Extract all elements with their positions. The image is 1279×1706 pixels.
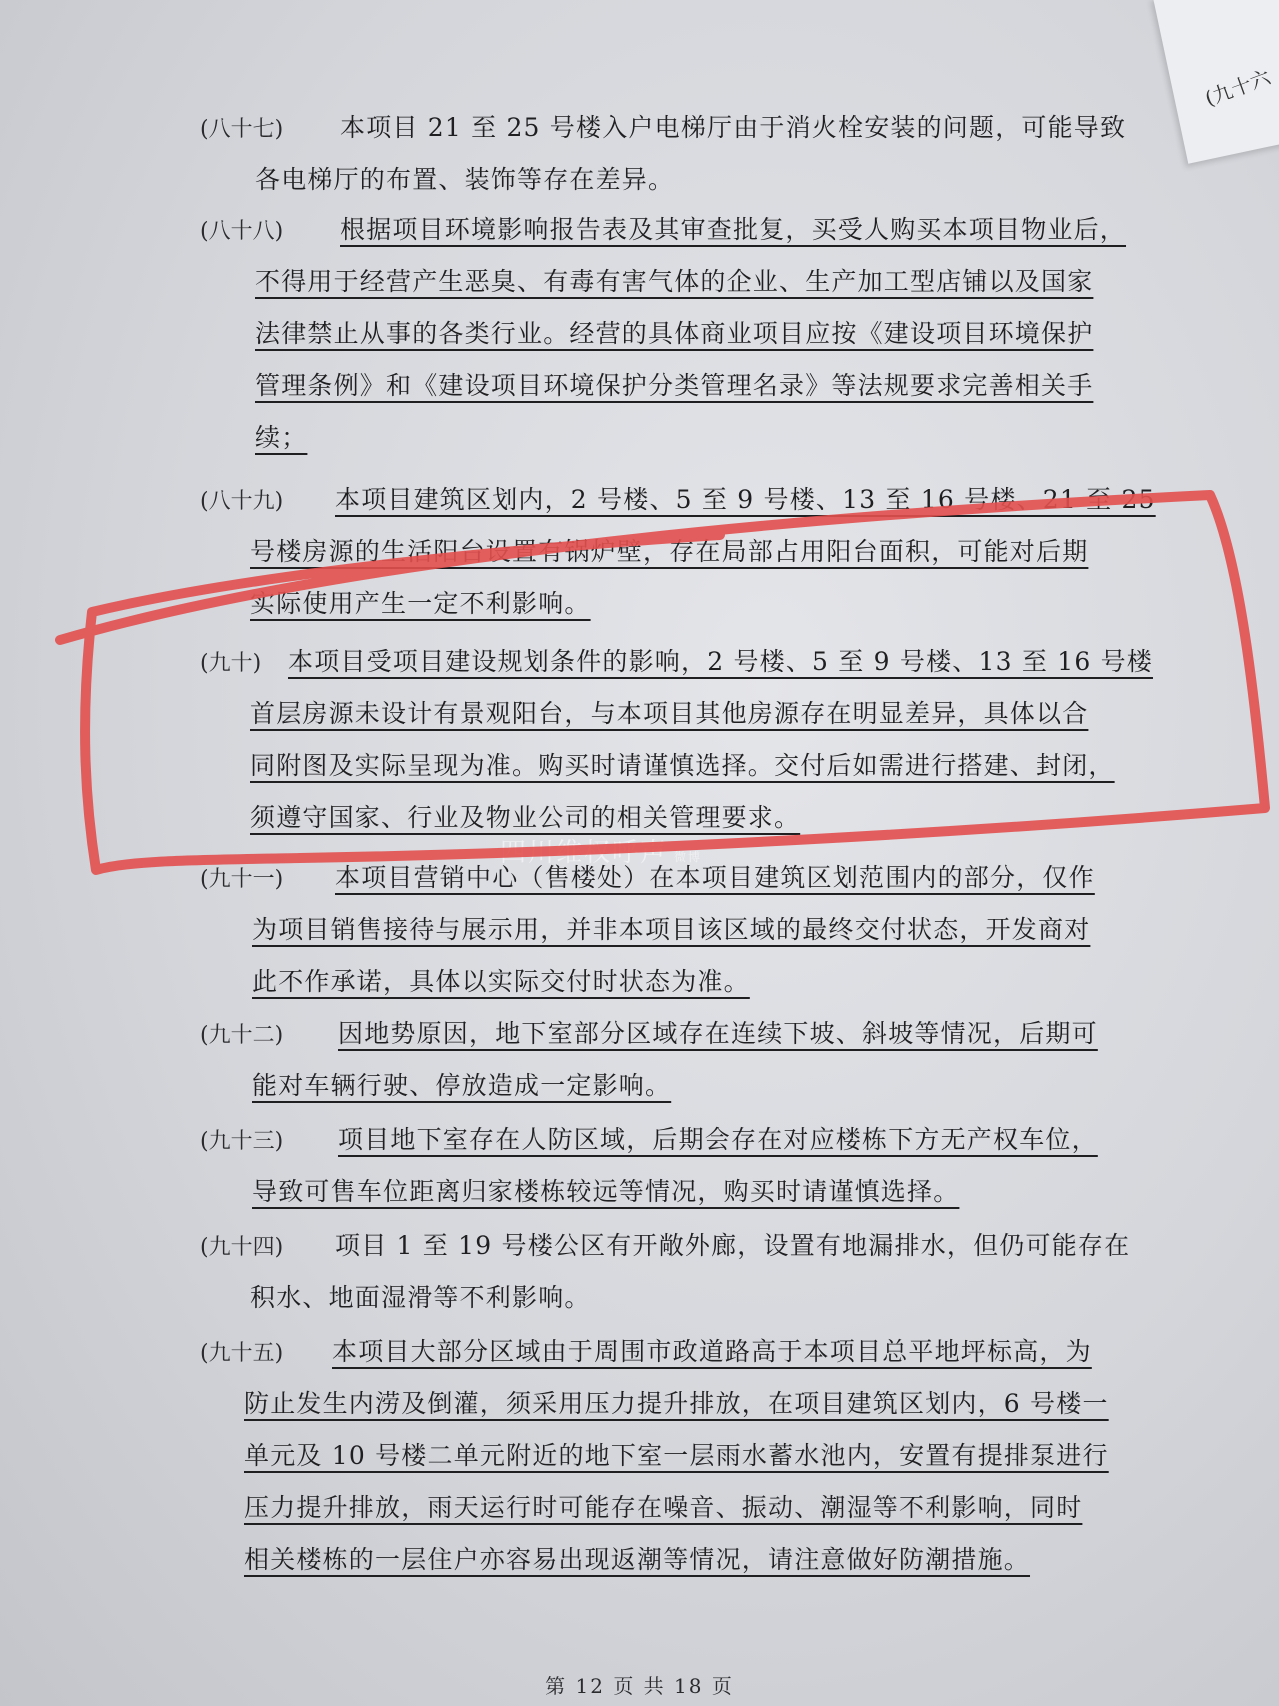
clause-line: 各电梯厅的布置、装饰等存在差异。 [255,165,675,194]
clause-label: (八十七) [200,117,284,142]
clause-line: 为项目销售接待与展示用，并非本项目该区域的最终交付状态，开发商对 [252,915,1091,944]
clause-line: 能对车辆行驶、停放造成一定影响。 [252,1071,672,1100]
clause-line: 本项目受项目建设规划条件的影响，2 号楼、5 至 9 号楼、13 至 16 号楼 [288,647,1153,676]
clause-line: 实际使用产生一定不利影响。 [250,589,591,618]
clause-line: 因地势原因，地下室部分区域存在连续下坡、斜坡等情况，后期可 [338,1019,1098,1048]
clause-label: (九十) [200,651,262,676]
page-footer: 第 12 页 共 18 页 [545,1674,734,1698]
clause-line: 法律禁止从事的各类行业。经营的具体商业项目应按《建设项目环境保护 [255,319,1094,348]
clause-line: 项目 1 至 19 号楼公区有开敞外廊，设置有地漏排水，但仍可能存在 [335,1231,1131,1260]
clause-line: 不得用于经营产生恶臭、有毒有害气体的企业、生产加工型店铺以及国家 [255,267,1094,296]
clause-line: 相关楼栋的一层住户亦容易出现返潮等情况，请注意做好防潮措施。 [244,1545,1031,1574]
clause-line: 续； [255,423,308,452]
clause-line: 压力提升排放，雨天运行时可能存在噪音、振动、潮湿等不利影响，同时 [244,1493,1083,1522]
clause-line: 本项目营销中心（售楼处）在本项目建筑区划范围内的部分，仅作 [335,863,1095,892]
watermark [500,832,702,869]
clause-label: (九十一) [200,867,284,892]
clause-line: 本项目 21 至 25 号楼入户电梯厅由于消火栓安装的问题，可能导致 [340,113,1127,142]
clause-line: 本项目大部分区域由于周围市政道路高于本项目总平地坪标高，为 [332,1337,1092,1366]
clause-line: 此不作承诺，具体以实际交付时状态为准。 [252,967,750,996]
corner-fragment-text: (九十六 [1201,64,1274,111]
clause-line: 积水、地面湿滑等不利影响。 [250,1283,591,1312]
clause-label: (九十五) [200,1341,284,1366]
clause-label: (八十八) [200,219,284,244]
clause-label: (九十三) [200,1129,284,1154]
watermark-text: 四川维权呼声 [500,838,669,868]
clause-line: 同附图及实际呈现为准。购买时请谨慎选择。交付后如需进行搭建、封闭， [250,751,1115,780]
clause-line: 导致可售车位距离归家楼栋较远等情况，购买时请谨慎选择。 [252,1177,960,1206]
clause-line: 单元及 10 号楼二单元附近的地下室一层雨水蓄水池内，安置有提排泵进行 [244,1441,1109,1470]
clause-line: 防止发生内涝及倒灌，须采用压力提升排放，在项目建筑区划内，6 号楼一 [244,1389,1109,1418]
clause-line: 号楼房源的生活阳台设置有锅炉壁，存在局部占用阳台面积，可能对后期 [250,537,1089,566]
clause-label: (八十九) [200,489,284,514]
clause-line: 项目地下室存在人防区域，后期会存在对应楼栋下方无产权车位， [338,1125,1098,1154]
next-page-corner [1153,0,1279,164]
clause-label: (九十四) [200,1235,284,1260]
clause-line: 首层房源未设计有景观阳台，与本项目其他房源存在明显差异，具体以合 [250,699,1089,728]
clause-line: 根据项目环境影响报告表及其审查批复，买受人购买本项目物业后， [340,215,1127,244]
watermark-sub: 微博 [674,850,703,864]
clause-label: (九十二) [200,1023,284,1048]
clause-line: 管理条例》和《建设项目环境保护分类管理名录》等法规要求完善相关手 [255,371,1094,400]
clause-line: 本项目建筑区划内，2 号楼、5 至 9 号楼、13 至 16 号楼、21 至 25 [335,485,1156,514]
clause-line: 须遵守国家、行业及物业公司的相关管理要求。 [250,803,801,832]
